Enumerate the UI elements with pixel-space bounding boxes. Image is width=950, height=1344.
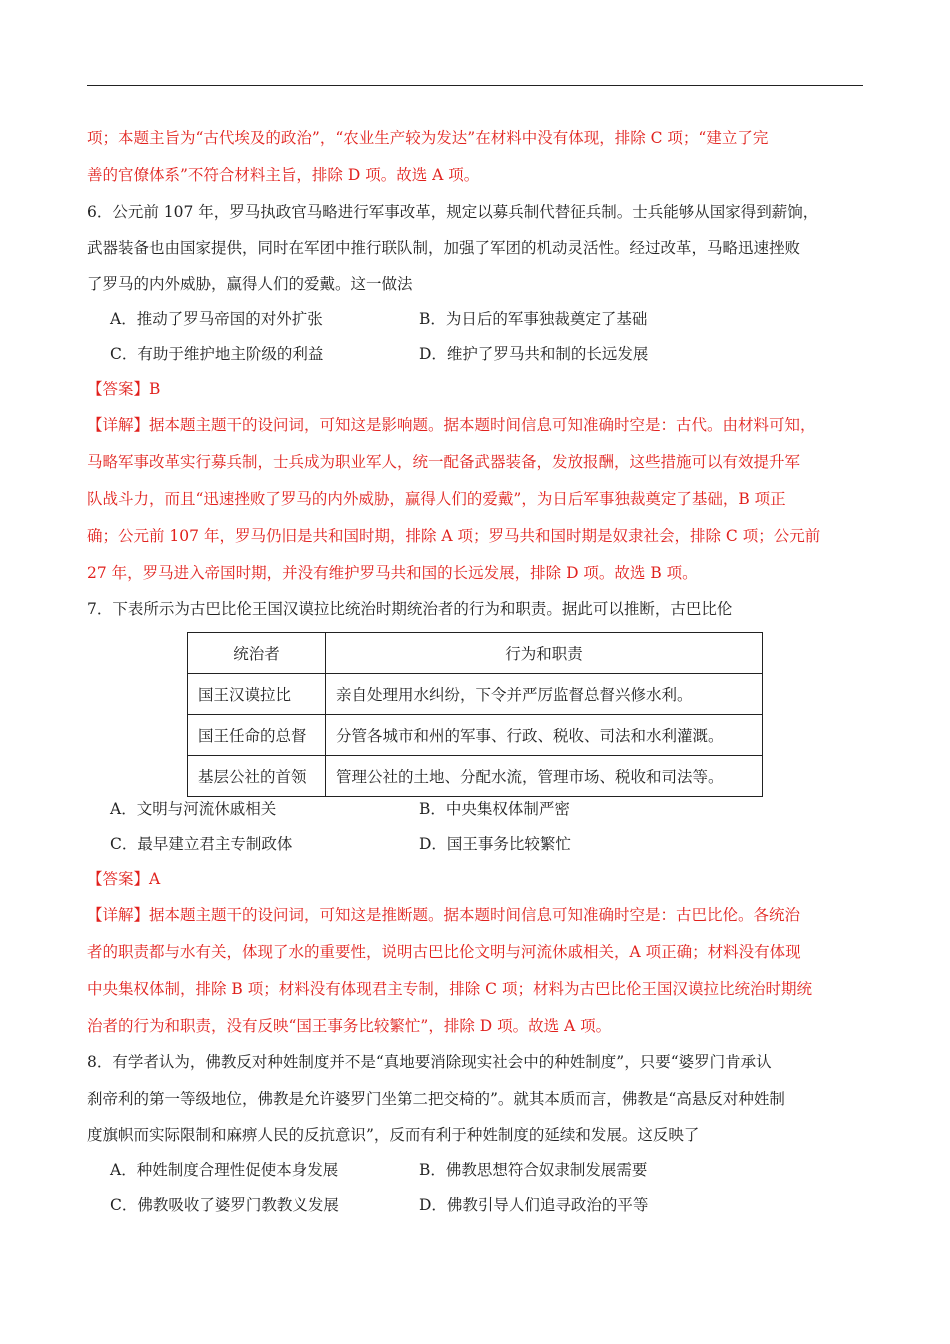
q6-answer: 【答案】B xyxy=(87,380,161,398)
q6-option-a: A．推动了罗马帝国的对外扩张 xyxy=(110,310,323,328)
q8-option-c: C．佛教吸收了婆罗门教教义发展 xyxy=(110,1196,339,1214)
q7-option-a: A．文明与河流休戚相关 xyxy=(110,800,277,818)
q6-stem-line: 武器装备也由国家提供，同时在军团中推行联队制，加强了军团的机动灵活性。经过改革，马略迅速挫败 xyxy=(87,239,801,257)
q6-explain-line: 马略军事改革实行募兵制，士兵成为职业军人，统一配备武器装备，发放报酬，这些措施可以有效提升军 xyxy=(87,453,801,471)
q7-option-b: B．中央集权体制严密 xyxy=(419,800,570,818)
q6-explain-line: 【详解】据本题主题干的设问词，可知这是影响题。据本题时间信息可知准确时空是：古代。由材料可知， xyxy=(87,416,816,434)
q6-stem-line: 6．公元前 107 年，罗马执政官马略进行军事改革，规定以募兵制代替征兵制。士兵能够从国家得到薪饷， xyxy=(87,203,819,221)
q6-option-b: B．为日后的军事独裁奠定了基础 xyxy=(419,310,648,328)
q6-explain-line: 确；公元前 107 年，罗马仍旧是共和国时期，排除 A 项；罗马共和国时期是奴隶社会，排除 C 项；公元前 xyxy=(87,527,821,545)
q7-option-c: C．最早建立君主专制政体 xyxy=(110,835,293,853)
q6-explain-line: 27 年，罗马进入帝国时期，并没有维护罗马共和国的长远发展，排除 D 项。故选 B 项。 xyxy=(87,564,698,582)
q7-explain-line: 者的职责都与水有关，体现了水的重要性，说明古巴比伦文明与河流休戚相关，A 项正确；材料没有体现 xyxy=(87,943,801,961)
q8-stem-line: 刹帝利的第一等级地位，佛教是允许婆罗门坐第二把交椅的”。就其本质而言，佛教是“高悬反对种姓制 xyxy=(87,1090,785,1108)
q7-answer: 【答案】A xyxy=(87,870,161,888)
q7-explain-line: 中央集权体制，排除 B 项；材料没有体现君主专制，排除 C 项；材料为古巴比伦王国汉谟拉比统治时期统 xyxy=(87,980,812,998)
table-cell: 基层公社的首领 xyxy=(188,756,326,797)
table-row xyxy=(188,756,763,797)
table-header-cell: 统治者 xyxy=(188,633,326,674)
q7-stem: 7．下表所示为古巴比伦王国汉谟拉比统治时期统治者的行为和职责。据此可以推断，古巴比伦 xyxy=(87,600,733,618)
q8-option-d: D．佛教引导人们追寻政治的平等 xyxy=(419,1196,649,1214)
q5-explain-line: 善的官僚体系”不符合材料主旨，排除 D 项。故选 A 项。 xyxy=(87,166,480,184)
table-row xyxy=(188,715,763,756)
q7-explain-line: 【详解】据本题主题干的设问词，可知这是推断题。据本题时间信息可知准确时空是：古巴比伦。各统治 xyxy=(87,906,801,924)
q6-explain-line: 队战斗力，而且“迅速挫败了罗马的内外威胁，赢得人们的爱戴”，为日后军事独裁奠定了基础，B 项正 xyxy=(87,490,786,508)
table-cell: 亲自处理用水纠纷，下令并严厉监督总督兴修水利。 xyxy=(326,674,763,715)
q5-explain-line: 项；本题主旨为“古代埃及的政治”，“农业生产较为发达”在材料中没有体现，排除 C 项；“建立了完 xyxy=(87,129,769,147)
q8-option-b: B．佛教思想符合奴隶制发展需要 xyxy=(419,1161,648,1179)
table-header-cell: 行为和职责 xyxy=(326,633,763,674)
q7-explain-line: 治者的行为和职责，没有反映“国王事务比较繁忙”，排除 D 项。故选 A 项。 xyxy=(87,1017,612,1035)
table-cell: 分管各城市和州的军事、行政、税收、司法和水利灌溉。 xyxy=(326,715,763,756)
q6-option-d: D．维护了罗马共和制的长远发展 xyxy=(419,345,649,363)
table-header-row xyxy=(188,633,763,674)
q8-option-a: A．种姓制度合理性促使本身发展 xyxy=(110,1161,339,1179)
q8-stem-line: 度旗帜而实际限制和麻痹人民的反抗意识”，反而有利于种姓制度的延续和发展。这反映了 xyxy=(87,1126,700,1144)
q6-stem-line: 了罗马的内外威胁，赢得人们的爱戴。这一做法 xyxy=(87,275,413,293)
q7-table xyxy=(187,632,763,797)
q6-option-c: C．有助于维护地主阶级的利益 xyxy=(110,345,324,363)
table-row xyxy=(188,674,763,715)
table-cell: 管理公社的土地、分配水流，管理市场、税收和司法等。 xyxy=(326,756,763,797)
header-rule xyxy=(87,85,863,86)
q7-option-d: D．国王事务比较繁忙 xyxy=(419,835,571,853)
table-cell: 国王汉谟拉比 xyxy=(188,674,326,715)
q8-stem-line: 8．有学者认为，佛教反对种姓制度并不是“真地要消除现实社会中的种姓制度”，只要“婆罗门肯承认 xyxy=(87,1053,772,1071)
table-cell: 国王任命的总督 xyxy=(188,715,326,756)
